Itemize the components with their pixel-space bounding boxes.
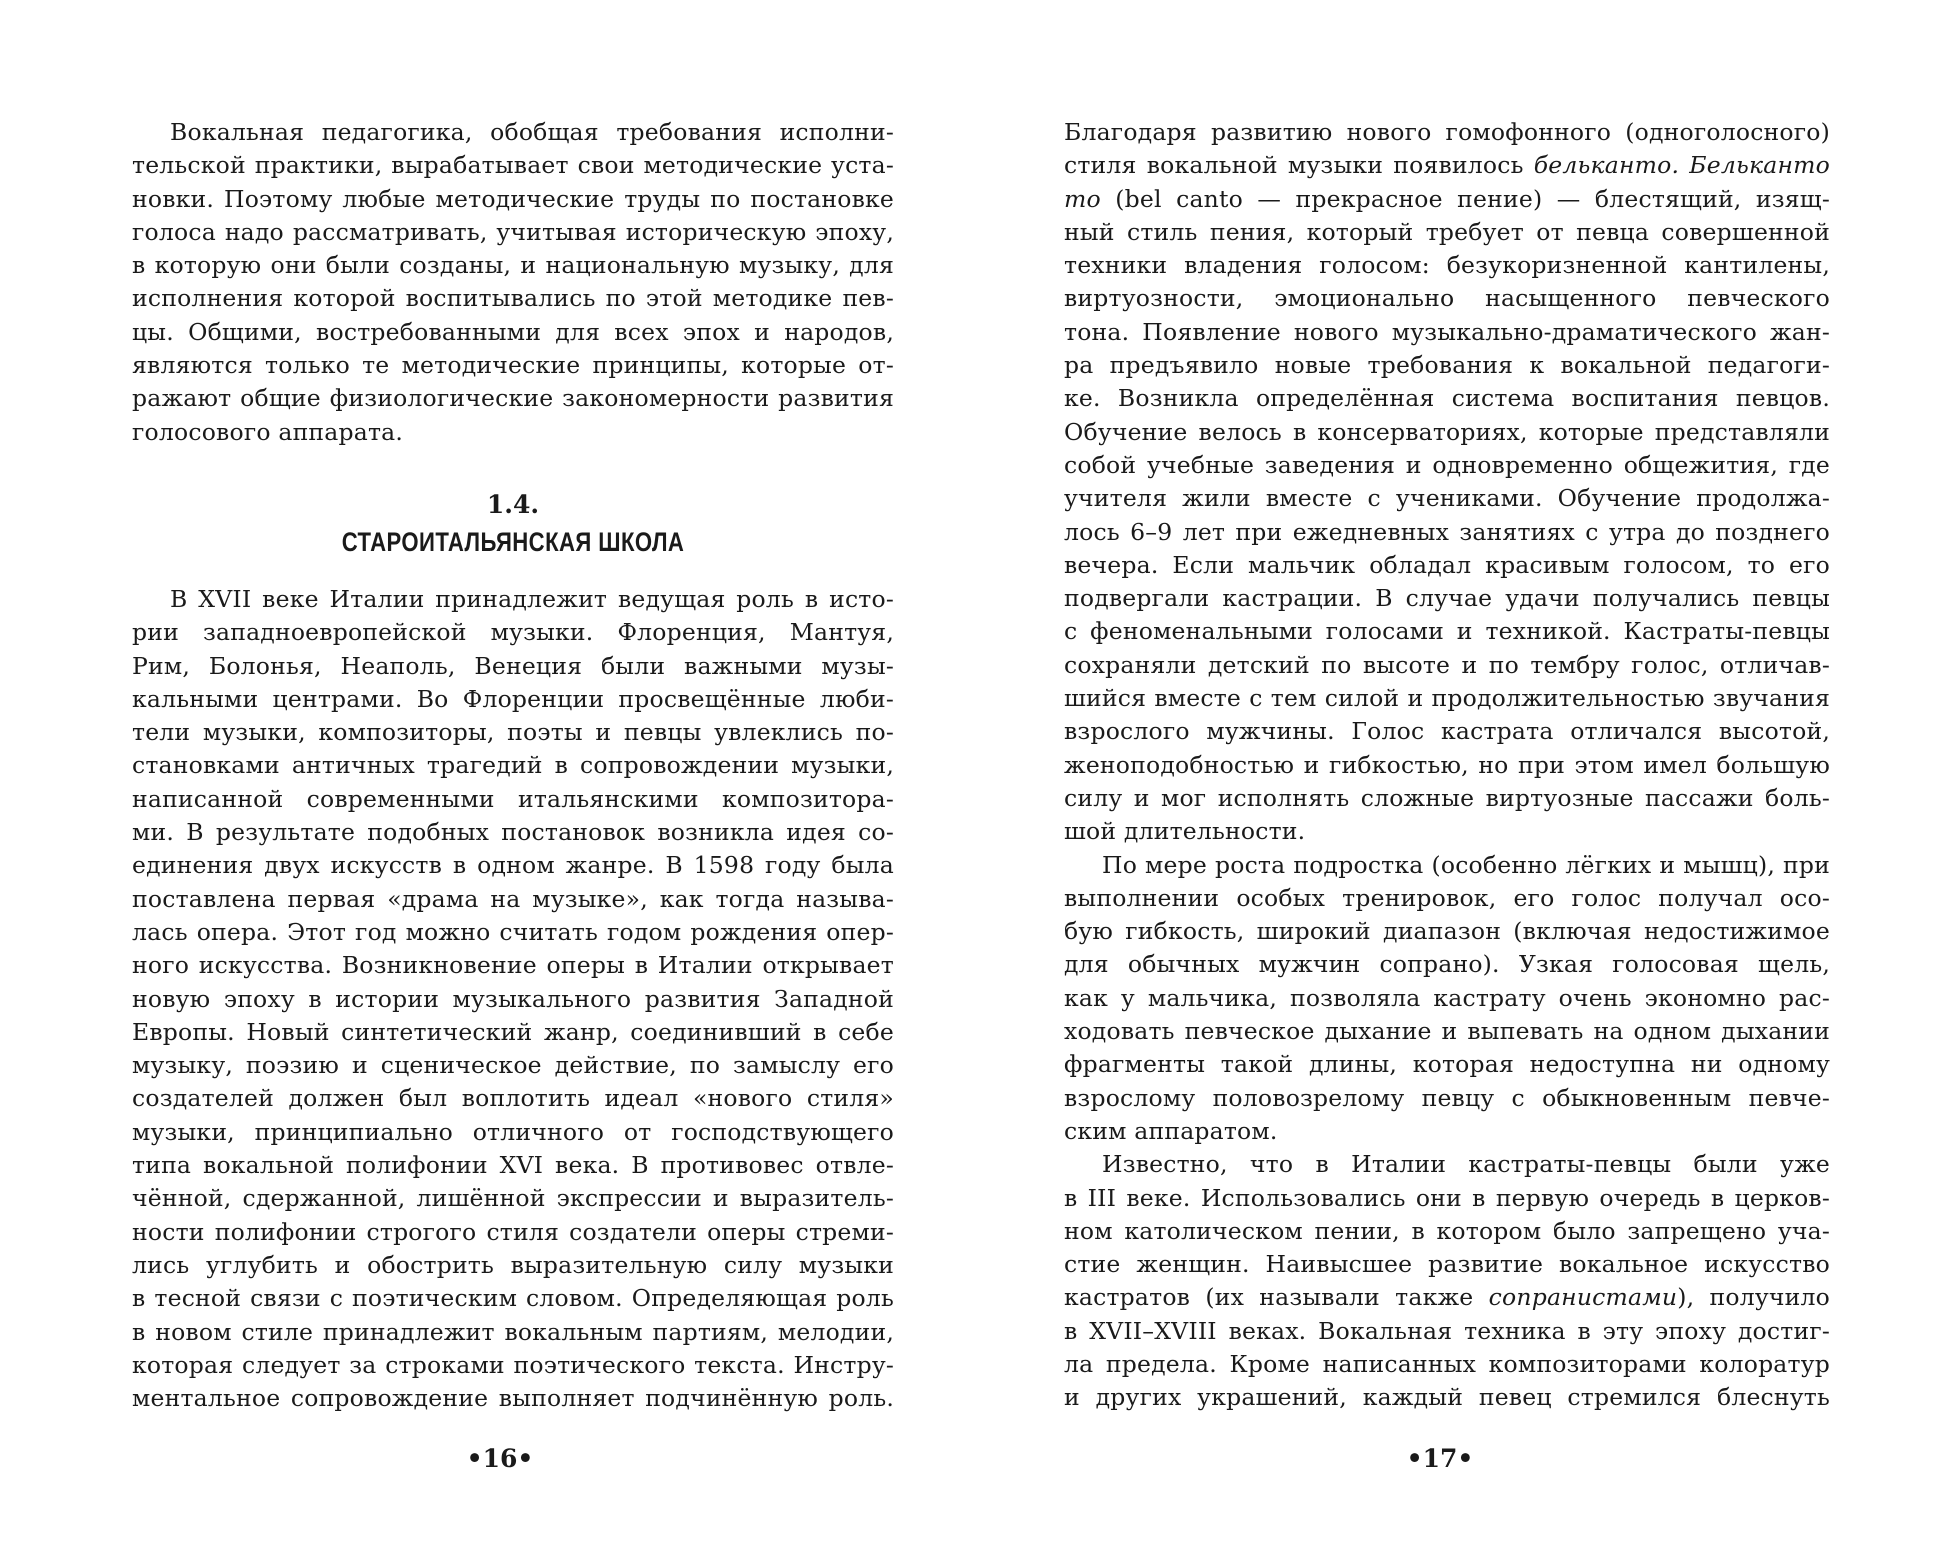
text-line: ми. В результате подобных постановок возникла идея со- xyxy=(132,818,894,847)
italic-term: бельканто. Бельканто xyxy=(1533,151,1830,180)
text-line: ским аппаратом. xyxy=(1064,1116,1278,1145)
text-line: тели музыки, композиторы, поэты и певцы увлеклись по- xyxy=(132,718,894,747)
text-line: и других украшений, каждый певец стремился блеснуть xyxy=(1064,1383,1830,1412)
text-line: взрослого мужчины. Голос кастрата отличался высотой, xyxy=(1064,717,1830,746)
text-line: ментальное сопровождение выполняет подчинённую роль. xyxy=(132,1384,894,1413)
text-line: выполнении особых тренировок, его голос получал осо- xyxy=(1064,883,1830,912)
text-line: Обучение велось в консерваториях, которые представляли xyxy=(1064,417,1830,446)
section-title: СТАРОИТАЛЬЯНСКАЯ ШКОЛА xyxy=(341,527,685,557)
text-line: в тесной связи с поэтическим словом. Определяющая роль xyxy=(132,1284,894,1313)
text-line: техники владения голосом: безукоризненной кантилены, xyxy=(1064,251,1830,280)
text-line: лась опера. Этот год можно считать годом рождения опер- xyxy=(132,917,894,946)
text-line: шой длительности. xyxy=(1064,817,1306,846)
text-line: поставлена первая «драма на музыке», как тогда называ- xyxy=(132,884,894,913)
text-line: исполнения которой воспитывались по этой методике пев- xyxy=(132,284,894,313)
text-line: вечера. Если мальчик обладал красивым голосом, то его xyxy=(1064,550,1830,579)
text-line: виртуозности, эмоционально насыщенного певческого xyxy=(1064,284,1830,313)
text-line: ном католическом пении, в котором было запрещено уча- xyxy=(1064,1216,1830,1245)
text-line: собой учебные заведения и одновременно общежития, где xyxy=(1064,450,1830,479)
right-page xyxy=(978,0,1955,1554)
text-line: лось 6–9 лет при ежедневных занятиях с утра до позднего xyxy=(1064,517,1830,546)
text-line: в которую они были созданы, и национальную музыку, для xyxy=(132,251,894,280)
text-line: написанной современными итальянскими композитора- xyxy=(132,784,894,813)
intro-paragraph xyxy=(132,116,894,449)
text-line: в новом стиле принадлежит вокальным партиям, мелодии, xyxy=(132,1317,894,1346)
text-line: являются только те методические принципы, которые от- xyxy=(132,351,894,380)
page-number: •16• xyxy=(466,1444,534,1473)
text-line: голосового аппарата. xyxy=(132,417,404,446)
paragraph xyxy=(1064,1315,1830,1415)
section-body xyxy=(132,583,894,1415)
text-line: взрослому половозрелому певцу с обыкновенным певче- xyxy=(1064,1083,1830,1112)
text-line: в III веке. Использовались они в первую очередь в церков- xyxy=(1064,1183,1830,1212)
text-line: создателей должен был воплотить идеал «нового стиля» xyxy=(132,1084,894,1113)
text-line: сохраняли детский по высоте и по тембру голос, отличав- xyxy=(1064,650,1830,679)
text-line: ке. Возникла определённая система воспитания певцов. xyxy=(1064,384,1830,413)
text-line: шийся вместе с тем силой и продолжительностью звучания xyxy=(1064,684,1830,713)
text-line: Европы. Новый синтетический жанр, соединивший в себе xyxy=(132,1017,894,1046)
text-line: ла предела. Кроме написанных композиторами колоратур xyxy=(1064,1349,1830,1378)
text-line: лись углубить и обострить выразительную силу музыки xyxy=(132,1250,894,1279)
right-page-text xyxy=(1064,116,1830,1415)
text-line: тона. Появление нового музыкально-драматического жан- xyxy=(1064,317,1830,346)
page-number: •17• xyxy=(1406,1444,1474,1473)
text-line: Известно, что в Италии кастраты-певцы были уже xyxy=(1102,1150,1830,1179)
text-line: ный стиль пения, который требует от певца совершенной xyxy=(1064,217,1830,246)
text-line: в XVII–XVIII веках. Вокальная техника в эту эпоху достиг- xyxy=(1064,1316,1830,1345)
text-line: кальными центрами. Во Флоренции просвещённые люби- xyxy=(132,684,894,713)
text-line: силу и мог исполнять сложные виртуозные пассажи боль- xyxy=(1064,783,1830,812)
text-line: единения двух искусств в одном жанре. В 1598 году была xyxy=(132,851,894,880)
paragraph xyxy=(1064,849,1830,1149)
text-line: женоподобностью и гибкостью, но при этом имел большую xyxy=(1064,750,1830,779)
text-line: как у мальчика, позволяла кастрату очень экономно рас- xyxy=(1064,983,1830,1012)
text-line: ра предъявило новые требования к вокальной педагоги- xyxy=(1064,351,1830,380)
text-line: ражают общие физиологические закономерности развития xyxy=(132,384,894,413)
text-line: новки. Поэтому любые методические труды по постановке xyxy=(132,184,894,213)
text-line: учителя жили вместе с учениками. Обучение продолжа- xyxy=(1064,484,1830,513)
text-line: рии западноевропейской музыки. Флоренция, Мантуя, xyxy=(132,618,894,647)
text-line: тельской практики, вырабатывает свои методические уста- xyxy=(132,151,894,180)
text-line: то (bel canto — прекрасное пение) — блестящий, изящ- xyxy=(1064,184,1830,213)
text-line: Вокальная педагогика, обобщая требования исполни- xyxy=(170,118,894,146)
text-line: По мере роста подростка (особенно лёгких и мышц), при xyxy=(1102,850,1830,879)
text-line: бую гибкость, широкий диапазон (включая недостижимое xyxy=(1064,917,1830,946)
text-line: новую эпоху в истории музыкального развития Западной xyxy=(132,984,894,1013)
text-line: подвергали кастрации. В случае удачи получались певцы xyxy=(1064,584,1830,613)
text-line: которая следует за строками поэтического текста. Инстру- xyxy=(132,1350,894,1379)
text-line: В XVII веке Италии принадлежит ведущая роль в исто- xyxy=(170,585,894,613)
text-line: становками античных трагедий в сопровождении музыки, xyxy=(132,751,894,780)
text-line: стиля вокальной музыки появилось бельканто. Бельканто xyxy=(1064,151,1830,180)
text-line: Рим, Болонья, Неаполь, Венеция были важными музы- xyxy=(132,651,894,680)
text-line: цы. Общими, востребованными для всех эпох и народов, xyxy=(132,317,894,346)
text-line: музыки, принципиально отличного от господствующего xyxy=(132,1117,894,1146)
paragraph xyxy=(1064,216,1830,849)
text-line: фрагменты такой длины, которая недоступна ни одному xyxy=(1064,1050,1830,1079)
text-line: кастратов (их называли также сопранистами), получило xyxy=(1064,1283,1831,1312)
text-line: стие женщин. Наивысшее развитие вокальное искусство xyxy=(1064,1250,1830,1279)
text-line: музыку, поэзию и сценическое действие, по замыслу его xyxy=(132,1051,894,1080)
italic-term: сопранистами xyxy=(1488,1283,1678,1312)
text-line: голоса надо рассматривать, учитывая историческую эпоху, xyxy=(132,217,894,246)
text-line: Благодаря развитию нового гомофонного (одноголосного) xyxy=(1064,118,1830,146)
text-line: типа вокальной полифонии XVI века. В противовес отвле- xyxy=(132,1151,894,1180)
text-line: ности полифонии строгого стиля создатели оперы стреми- xyxy=(132,1217,894,1246)
italic-term: то xyxy=(1064,184,1101,213)
section-number: 1.4. xyxy=(486,490,540,519)
text-line: ходовать певческое дыхание и выпевать на одном дыхании xyxy=(1064,1017,1830,1046)
text-line: с феноменальными голосами и техникой. Кастраты-певцы xyxy=(1064,617,1830,646)
text-line: чённой, сдержанной, лишённой экспрессии и выразитель- xyxy=(132,1184,894,1213)
text-line: для обычных мужчин сопрано). Узкая голосовая щель, xyxy=(1064,950,1830,979)
paragraph xyxy=(1064,1148,1830,1281)
text-line: ного искусства. Возникновение оперы в Италии открывает xyxy=(132,951,894,980)
